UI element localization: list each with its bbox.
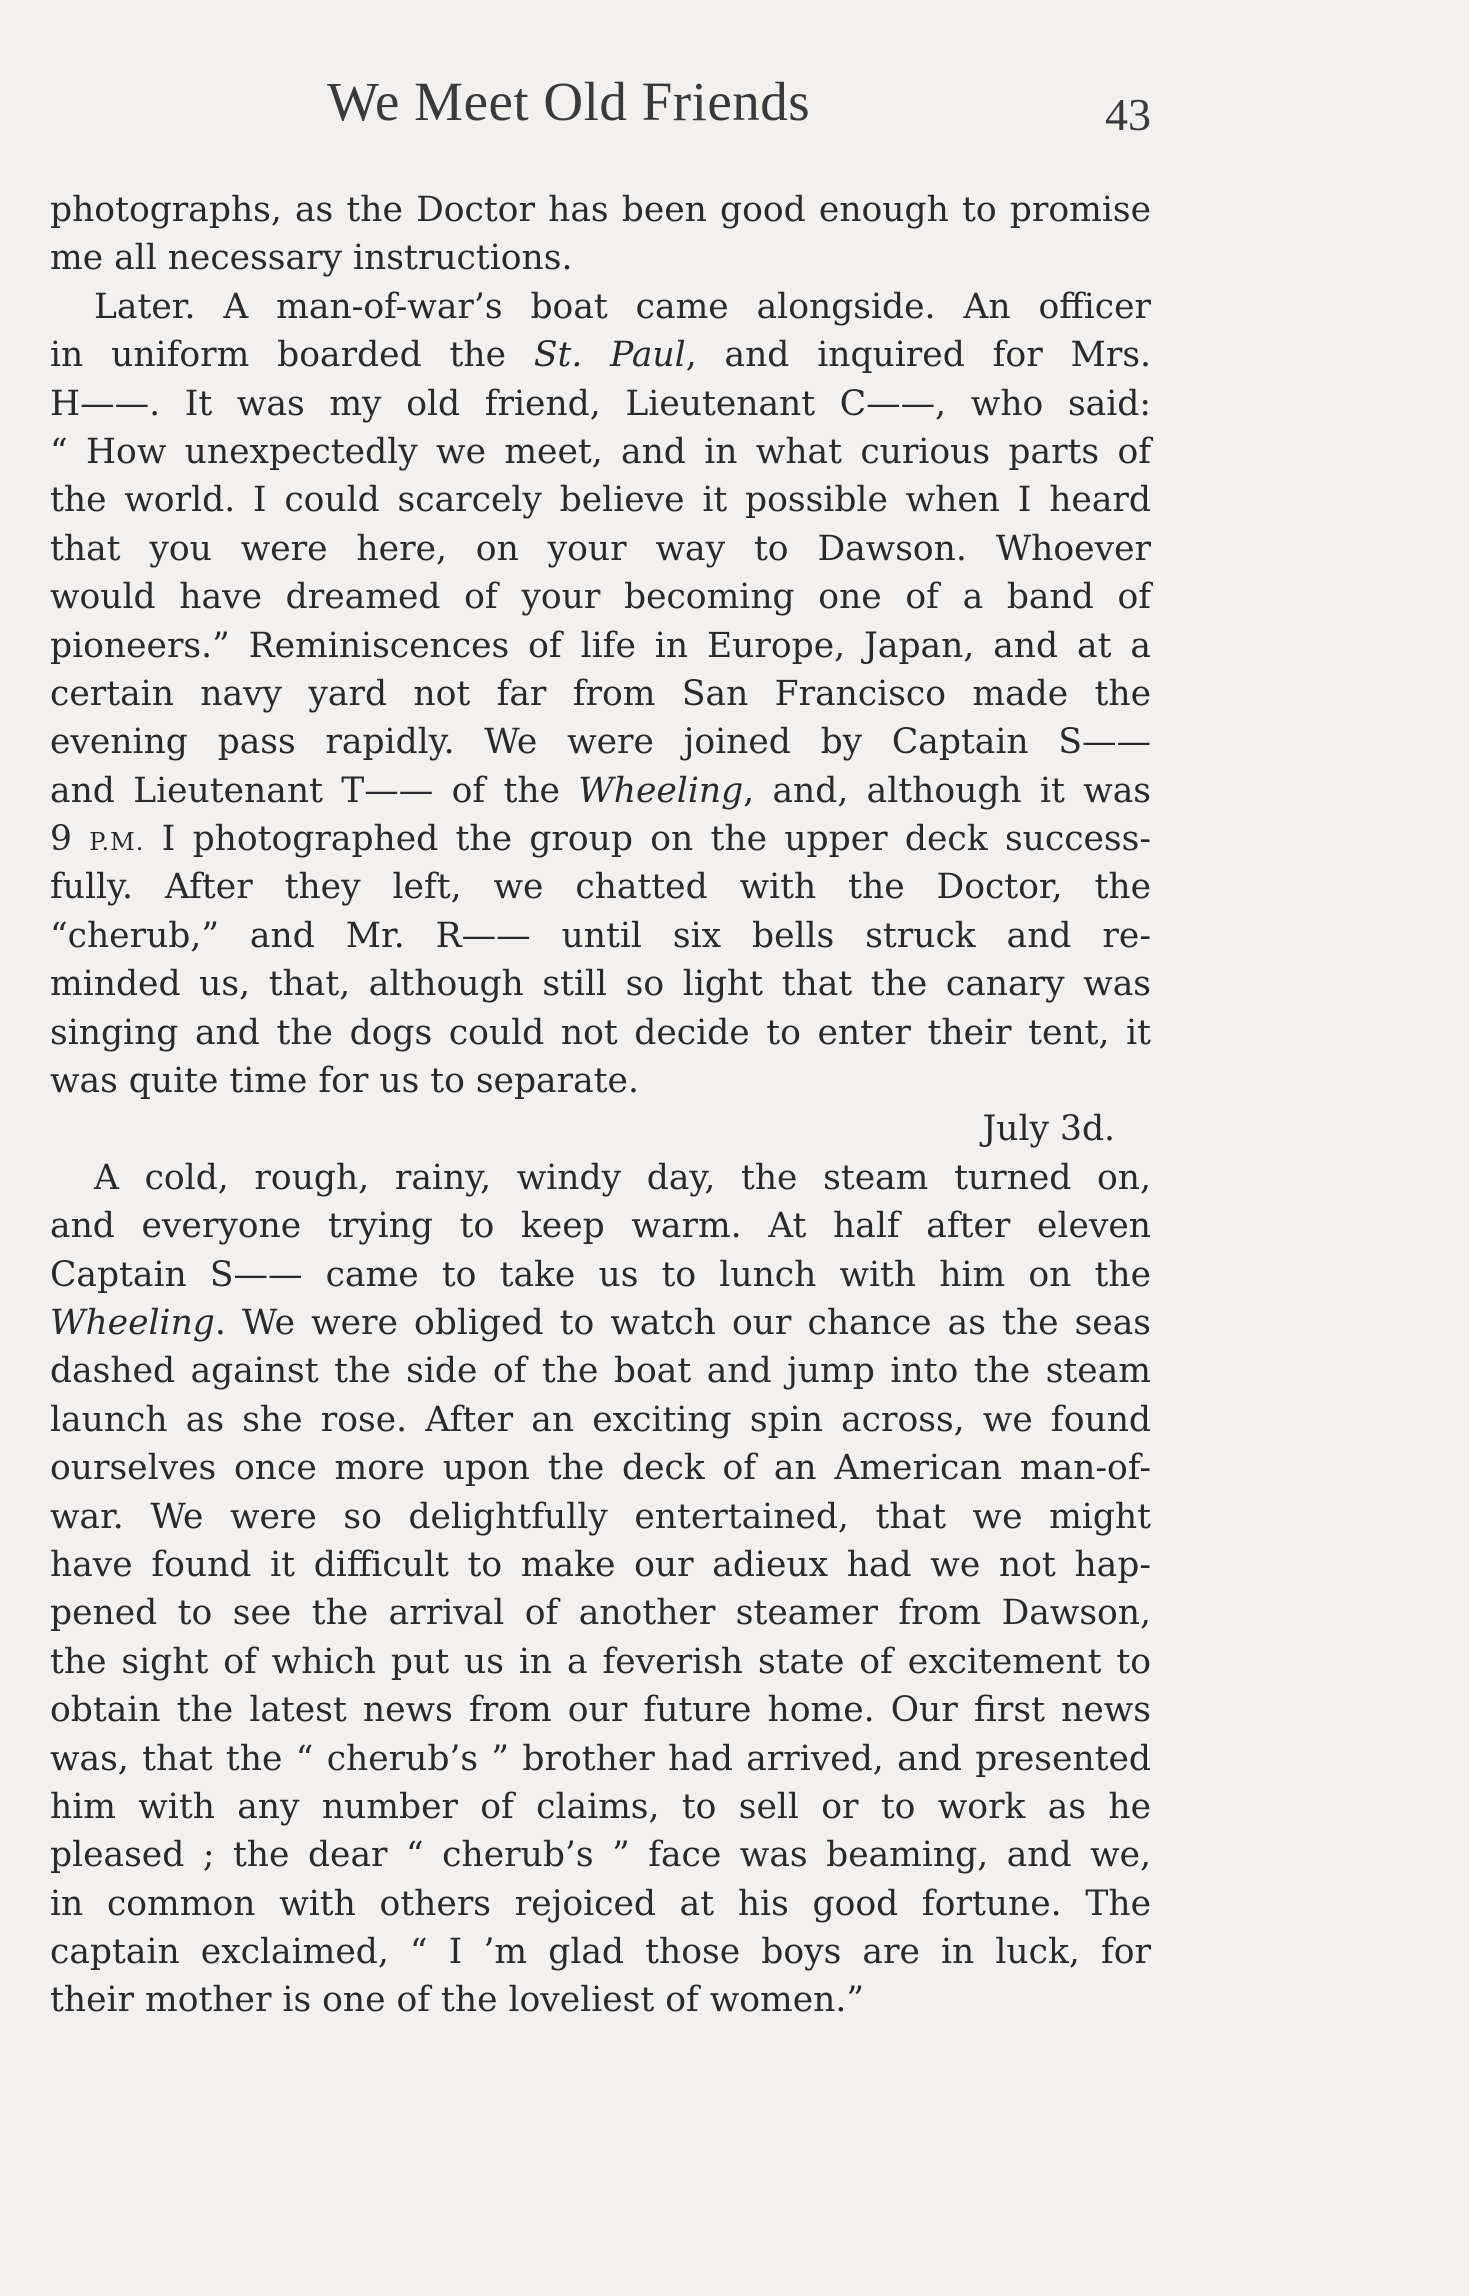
text-run: certain navy yard not far from San Francisco made the — [50, 673, 1151, 714]
text-line — [50, 1154, 1151, 1202]
text-run: in uniform boarded the — [50, 335, 534, 376]
text-run: him with any number of claims, to sell or to work as he — [50, 1786, 1151, 1827]
text-line — [50, 1783, 1151, 1831]
text-run: launch as she rose. After an exciting spin across, we found — [50, 1399, 1151, 1440]
text-run: 9 — [50, 819, 90, 860]
text-line — [50, 1638, 1151, 1686]
text-run: photographs, as the Doctor has been good enough to promise — [50, 190, 1151, 230]
text-run: their mother is one of the loveliest of women.” — [50, 1980, 864, 2021]
text-run: evening pass rapidly. We were joined by Captain S—— — [50, 722, 1151, 763]
page-number: 43 — [1105, 89, 1151, 140]
text-line — [50, 476, 1151, 524]
text-run: “cherub,” and Mr. R—— until six bells struck and re- — [50, 915, 1151, 956]
text-line — [50, 525, 1151, 573]
text-run: , and, although it was — [743, 770, 1151, 811]
text-line — [50, 718, 1151, 766]
time-small-caps: P.M. — [89, 828, 145, 857]
text-run: , and inquired for Mrs. — [685, 335, 1152, 376]
ship-name-italic: Wheeling — [50, 1302, 215, 1343]
text-line — [50, 573, 1151, 621]
text-line — [50, 1831, 1151, 1879]
text-run: and everyone trying to keep warm. At half after eleven — [50, 1206, 1151, 1247]
text-run: the world. I could scarcely believe it possible when I heard — [50, 480, 1151, 521]
text-line — [50, 186, 1151, 234]
text-run: Later. A man-of-war’s boat came alongside. An officer — [94, 286, 1151, 327]
text-line — [50, 380, 1151, 428]
text-run: was quite time for us to separate. — [50, 1061, 639, 1102]
text-run: in common with others rejoiced at his good fortune. The — [50, 1883, 1151, 1924]
text-line — [50, 1493, 1151, 1541]
text-run: me all necessary instructions. — [50, 238, 573, 279]
text-run: “ How unexpectedly we meet, and in what curious parts of — [50, 431, 1151, 472]
text-line — [50, 1686, 1151, 1734]
text-run: was, that the “ cherub’s ” brother had arrived, and presented — [50, 1738, 1151, 1779]
text-run: A cold, rough, rainy, windy day, the steam turned on, — [94, 1157, 1151, 1198]
text-line — [50, 234, 1151, 282]
text-line — [50, 815, 1151, 863]
text-run: and Lieutenant T—— of the — [50, 770, 579, 811]
body-text — [50, 186, 1151, 2025]
text-line — [50, 1202, 1151, 1250]
text-line — [50, 960, 1151, 1008]
text-run: that you were here, on your way to Dawson. Whoever — [50, 528, 1151, 569]
text-run: Captain S—— came to take us to lunch with him on the — [50, 1254, 1151, 1295]
text-run: ourselves once more upon the deck of an American man-of- — [50, 1448, 1151, 1489]
text-run: pioneers.” Reminiscences of life in Europe, Japan, and at a — [50, 625, 1151, 666]
text-line — [50, 1880, 1151, 1928]
page-header — [50, 70, 1151, 150]
text-run: have found it difficult to make our adieux had we not hap- — [50, 1544, 1151, 1585]
text-line — [50, 863, 1151, 911]
date-line — [50, 1105, 1151, 1153]
text-run: the sight of which put us in a feverish state of excitement to — [50, 1641, 1151, 1682]
text-line — [50, 428, 1151, 476]
text-line — [50, 767, 1151, 815]
text-line — [50, 1735, 1151, 1783]
text-run: obtain the latest news from our future home. Our first news — [50, 1690, 1151, 1731]
text-run: fully. After they left, we chatted with the Doctor, the — [50, 867, 1151, 908]
text-line — [50, 1928, 1151, 1976]
ship-name-italic: St. Paul — [533, 335, 686, 376]
text-line — [50, 1299, 1151, 1347]
text-run: H——. It was my old friend, Lieutenant C——, who said: — [50, 383, 1151, 424]
text-run: minded us, that, although still so light that the canary was — [50, 964, 1151, 1005]
text-line — [50, 1347, 1151, 1395]
running-title: We Meet Old Friends — [327, 71, 811, 132]
text-line — [50, 622, 1151, 670]
text-line — [50, 670, 1151, 718]
text-line — [50, 1057, 1151, 1105]
text-line — [50, 1444, 1151, 1492]
text-run: pened to see the arrival of another steamer from Dawson, — [50, 1593, 1151, 1634]
text-line — [50, 331, 1151, 379]
date-text: July 3d. — [982, 1109, 1115, 1150]
text-line — [50, 1396, 1151, 1444]
ship-name-italic: Wheeling — [578, 770, 744, 811]
text-run: . We were obliged to watch our chance as the seas — [214, 1302, 1151, 1343]
text-line — [50, 1589, 1151, 1637]
text-line — [50, 1541, 1151, 1589]
text-run: dashed against the side of the boat and jump into the steam — [50, 1351, 1151, 1392]
text-run: war. We were so delightfully entertained, that we might — [50, 1496, 1151, 1537]
text-run: would have dreamed of your becoming one of a band of — [50, 577, 1151, 618]
text-line — [50, 283, 1151, 331]
text-line — [50, 1009, 1151, 1057]
text-line — [50, 912, 1151, 960]
text-run: captain exclaimed, “ I ’m glad those boys are in luck, for — [50, 1932, 1151, 1973]
text-run: singing and the dogs could not decide to enter their tent, it — [50, 1012, 1151, 1053]
text-line — [50, 1251, 1151, 1299]
text-line — [50, 1976, 1151, 2024]
text-run: pleased ; the dear “ cherub’s ” face was beaming, and we, — [50, 1835, 1151, 1876]
text-run: I photographed the group on the upper deck success- — [144, 819, 1151, 860]
